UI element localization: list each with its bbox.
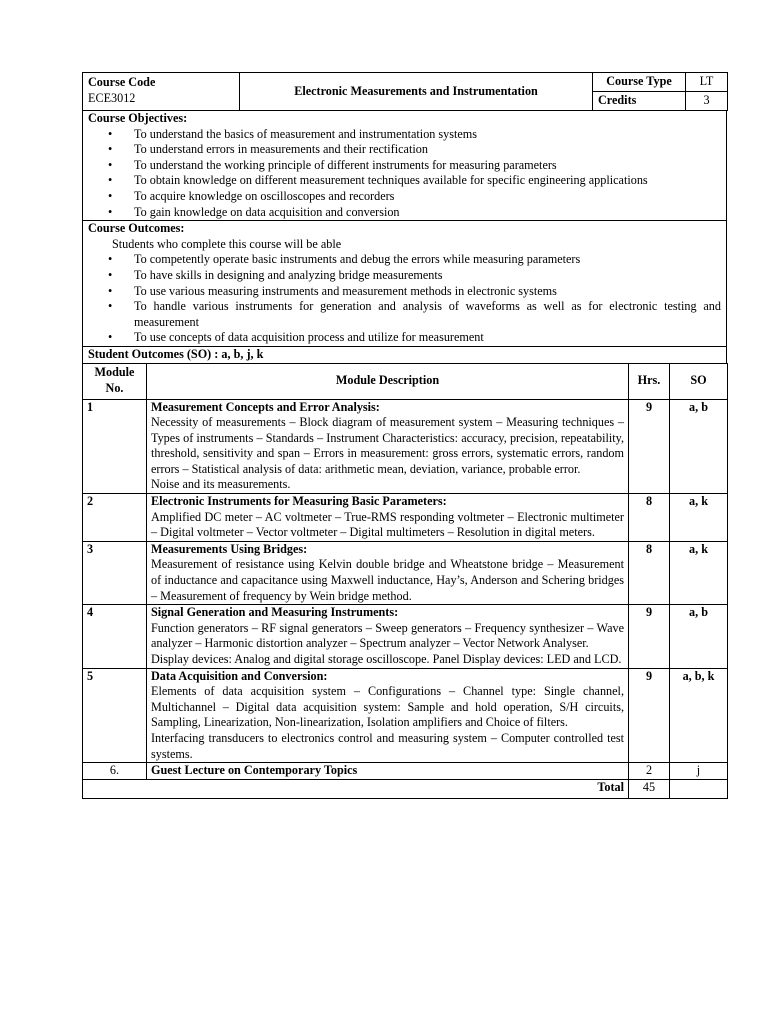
objective-item: • To gain knowledge on data acquisition and conversion [134, 205, 721, 221]
objectives-outcomes-table [82, 110, 727, 364]
objective-item: • To understand errors in measurements and their rectification [134, 142, 721, 158]
guest-lecture-so: j [670, 763, 728, 780]
module-row [83, 494, 728, 542]
course-syllabus-sheet [82, 72, 727, 799]
module-hours: 8 [629, 541, 670, 604]
module-number: 1 [83, 399, 147, 494]
credits-value: 3 [686, 92, 728, 111]
course-objectives-list [88, 127, 721, 221]
modules-header-row [83, 363, 728, 399]
module-row [83, 541, 728, 604]
module-number: 5 [83, 668, 147, 763]
course-type-label: Course Type [593, 73, 686, 92]
student-outcomes-line: Student Outcomes (SO) : a, b, j, k [83, 346, 727, 363]
total-so [670, 779, 728, 798]
guest-lecture-title: Guest Lecture on Contemporary Topics [147, 763, 629, 780]
outcome-item: • To competently operate basic instruments and debug the errors while measuring parameters [134, 252, 721, 268]
course-objectives-section [83, 111, 727, 221]
module-title: Measurement Concepts and Error Analysis: [151, 399, 380, 414]
course-outcomes-heading: Course Outcomes: [88, 221, 185, 236]
module-hours: 9 [629, 605, 670, 668]
module-hours: 8 [629, 494, 670, 542]
guest-lecture-row [83, 763, 728, 780]
module-so: a, b, k [670, 668, 728, 763]
module-title: Electronic Instruments for Measuring Basic Parameters: [151, 494, 447, 509]
module-title: Measurements Using Bridges: [151, 541, 308, 556]
total-row [83, 779, 728, 798]
outcome-item: • To use various measuring instruments and measurement methods in electronic systems [134, 284, 721, 300]
objective-item: • To understand the working principle of different instruments for measuring parameters [134, 158, 721, 174]
module-topics: Amplified DC meter – AC voltmeter – True-RMS responding voltmeter – Electronic multimeter – Digital voltmeter – Vector voltmeter – Digital multimeters – Resolution in digital meters. [151, 509, 624, 540]
objective-item: • To obtain knowledge on different measurement techniques available for specific engineering applications [134, 173, 721, 189]
module-title: Signal Generation and Measuring Instruments: [151, 605, 399, 620]
course-code-label: Course Code [88, 75, 156, 89]
module-so: a, k [670, 541, 728, 604]
module-topics: Function generators – RF signal generators – Sweep generators – Frequency synthesizer – Wave analyzer – Harmonic distortion analyzer – Spectrum analyzer – Vector Network Analyser. [151, 620, 624, 651]
module-number: 6. [83, 763, 147, 780]
course-outcomes-list [88, 252, 721, 346]
course-objectives-heading: Course Objectives: [88, 111, 188, 125]
course-code-value: ECE3012 [88, 90, 136, 105]
module-description-header: Module Description [147, 363, 629, 399]
so-header: SO [670, 363, 728, 399]
modules-table [82, 363, 728, 799]
module-title: Data Acquisition and Conversion: [151, 668, 328, 683]
objective-item: • To understand the basics of measurement and instrumentation systems [134, 127, 721, 143]
module-description [147, 668, 629, 763]
hours-header: Hrs. [629, 363, 670, 399]
outcome-item: • To handle various instruments for generation and analysis of waveforms as well as for electronic testing and measurement [134, 299, 721, 330]
module-topics: Necessity of measurements – Block diagram of measurement system – Measuring techniques – Types of instruments – Standards – Instrument Characteristics: accuracy, precision, repeatability, threshold, sensitivity and span – Errors in measurement: gross errors, systematic errors, random errors – Statistical analysis of data: arithmetic mean, deviation, variance, probable error. [151, 415, 624, 476]
module-so: a, k [670, 494, 728, 542]
module-no-header: Module No. [83, 363, 147, 399]
module-description [147, 494, 629, 542]
total-hours: 45 [629, 779, 670, 798]
course-code-cell [83, 73, 240, 111]
module-hours: 9 [629, 668, 670, 763]
course-type-value: LT [686, 73, 728, 92]
module-extra-topics: Noise and its measurements. [151, 477, 291, 492]
module-number: 4 [83, 605, 147, 668]
module-row [83, 605, 728, 668]
module-number: 3 [83, 541, 147, 604]
module-topics: Measurement of resistance using Kelvin double bridge and Wheatstone bridge – Measurement of inductance and capacitance using Maxwell inductance, Hay’s, Anderson and Schering bridges – Measurement of frequency by Wein bridge method. [151, 557, 624, 603]
module-hours: 9 [629, 399, 670, 494]
module-description [147, 605, 629, 668]
course-title: Electronic Measurements and Instrumentation [240, 73, 593, 111]
guest-lecture-hours: 2 [629, 763, 670, 780]
objective-item: • To acquire knowledge on oscilloscopes and recorders [134, 189, 721, 205]
outcome-item: • To use concepts of data acquisition process and utilize for measurement [134, 330, 721, 346]
outcome-item: • To have skills in designing and analyzing bridge measurements [134, 268, 721, 284]
module-row [83, 399, 728, 494]
module-description [147, 399, 629, 494]
module-row [83, 668, 728, 763]
course-outcomes-section [83, 221, 727, 347]
module-so: a, b [670, 605, 728, 668]
module-topics: Elements of data acquisition system – Configurations – Channel type: Single channel, Multichannel – Digital data acquisition system: Sample and hold operation, S/H circuits, Sampling, Linearization, Non-linearization, Isolation amplifiers and Choice of filters. [151, 684, 624, 730]
credits-label: Credits [593, 92, 686, 111]
module-so: a, b [670, 399, 728, 494]
module-description [147, 541, 629, 604]
course-header-table [82, 72, 728, 111]
module-extra-topics: Display devices: Analog and digital storage oscilloscope. Panel Display devices: LED and LCD. [151, 652, 622, 666]
module-number: 2 [83, 494, 147, 542]
course-outcomes-lead: Students who complete this course will be able [112, 236, 342, 251]
total-label: Total [83, 779, 629, 798]
module-extra-topics: Interfacing transducers to electronics control and measuring system – Computer controlled test systems. [151, 730, 624, 761]
